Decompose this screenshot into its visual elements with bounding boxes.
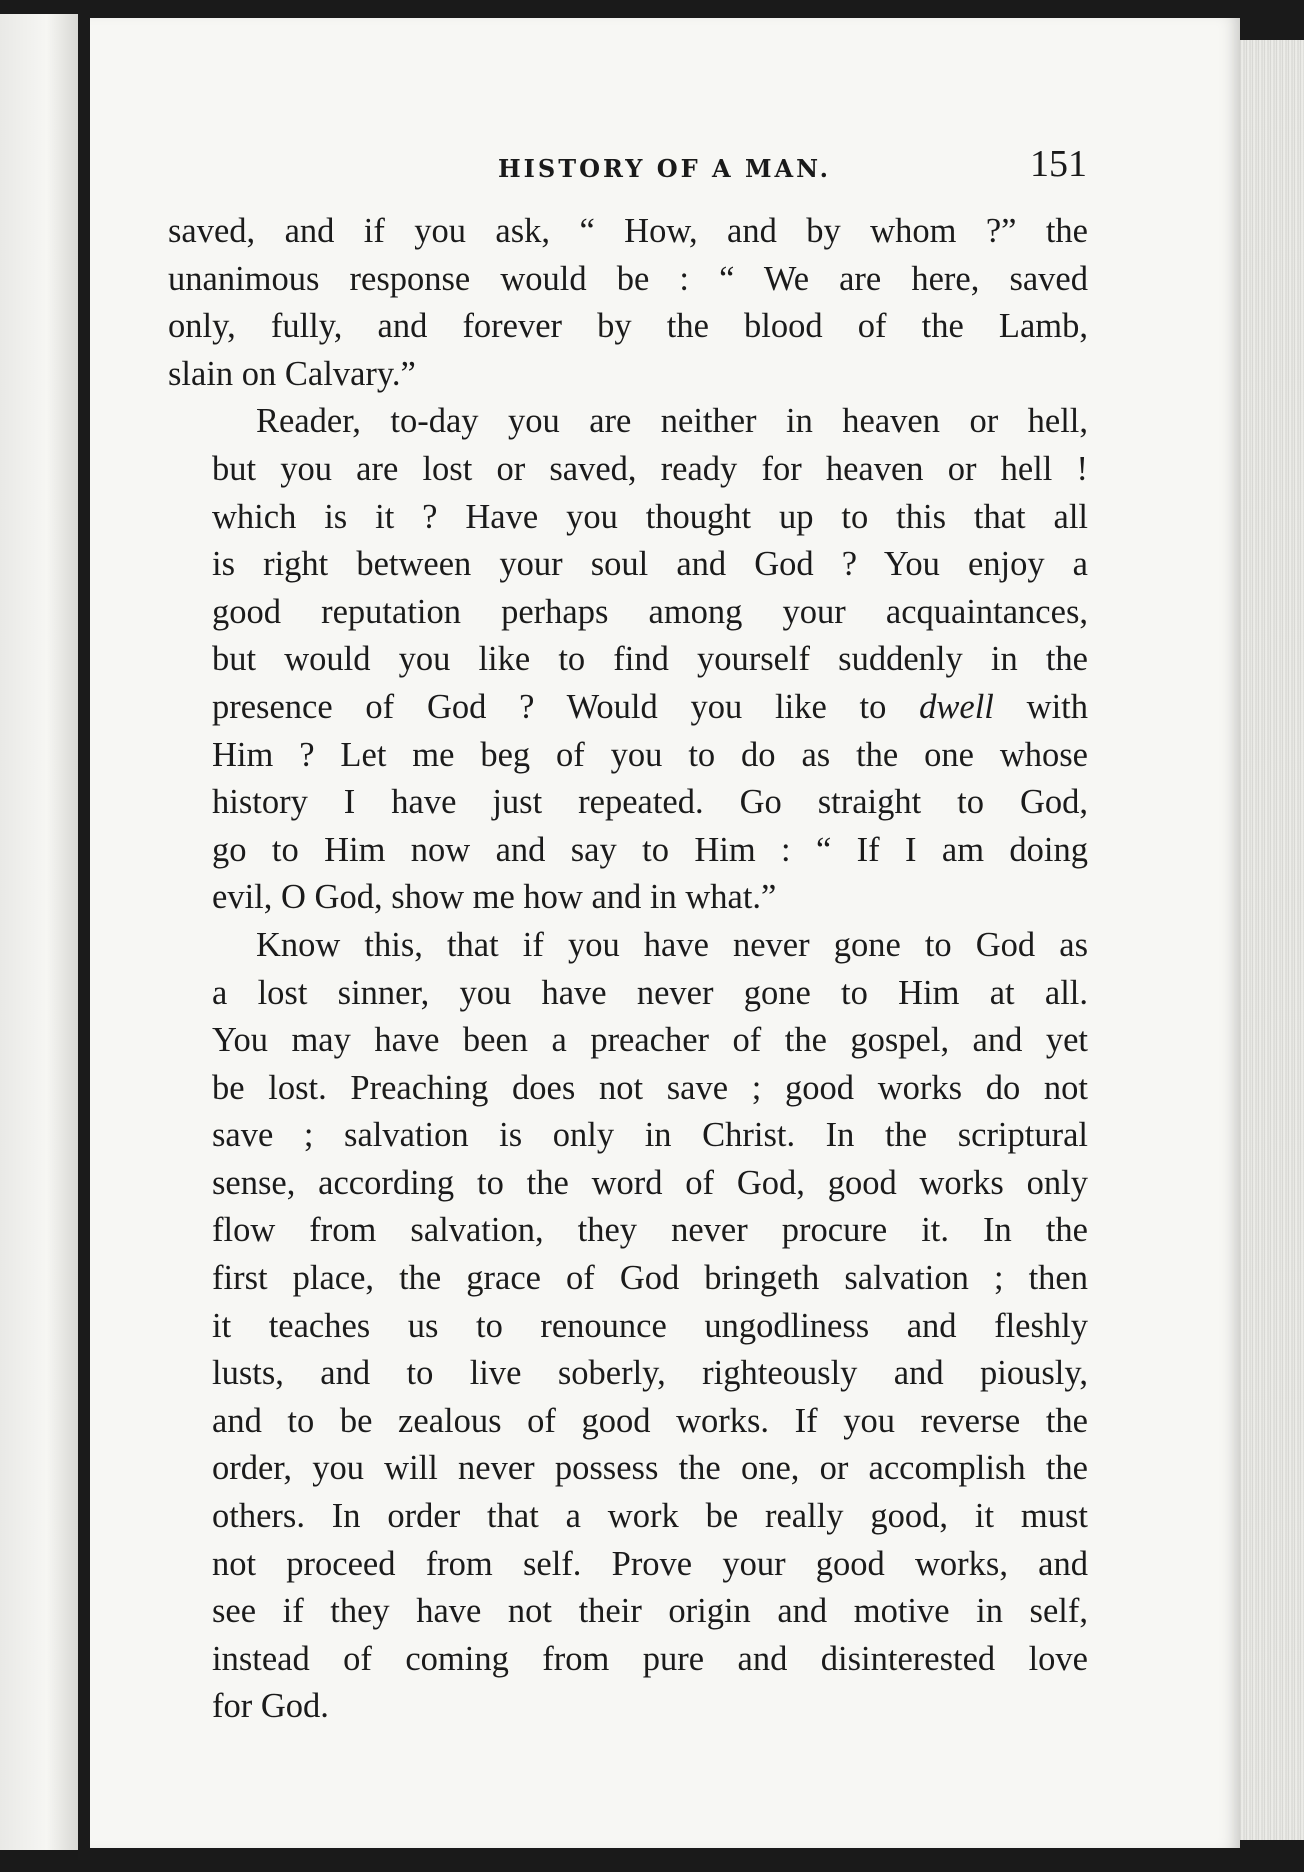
text-line: presence of God ? Would you like to dwell with — [212, 687, 1088, 726]
text-line: but would you like to find yourself suddenly in the — [212, 640, 1088, 679]
running-title: HISTORY OF A MAN. — [498, 154, 831, 183]
text-line: lusts, and to live soberly, righteously and piously, — [212, 1354, 1088, 1393]
text-line: You may have been a preacher of the gospel, and yet — [212, 1021, 1088, 1060]
text-line: slain on Calvary.” — [168, 354, 416, 393]
paragraph — [168, 922, 1088, 1731]
text-line: history I have just repeated. Go straight to God, — [212, 783, 1088, 822]
text-line: only, fully, and forever by the blood of the Lamb, — [168, 307, 1088, 346]
page-stack-edges — [1240, 40, 1304, 1840]
text-line: saved, and if you ask, “ How, and by whom ?” the — [168, 212, 1088, 250]
text-line: but you are lost or saved, ready for heaven or hell ! — [212, 449, 1088, 488]
text-line: it teaches us to renounce ungodliness and fleshly — [212, 1306, 1088, 1345]
italic-word: dwell — [919, 687, 994, 726]
text-line: evil, O God, show me how and in what.” — [212, 878, 777, 917]
text-line: and to be zealous of good works. If you reverse the — [212, 1401, 1088, 1440]
paragraph — [168, 398, 1088, 922]
text-line: save ; salvation is only in Christ. In the scriptural — [212, 1116, 1088, 1155]
book-gutter — [78, 10, 90, 1860]
body-text — [168, 208, 1088, 1731]
text-line: is right between your soul and God ? You enjoy a — [212, 545, 1088, 584]
text-line: sense, according to the word of God, good works only — [212, 1163, 1088, 1202]
text-line: a lost sinner, you have never gone to Him at all. — [212, 973, 1088, 1012]
text-line: first place, the grace of God bringeth salvation ; then — [212, 1259, 1088, 1298]
text-line: which is it ? Have you thought up to this that all — [212, 497, 1088, 536]
paragraph — [168, 208, 1088, 398]
text-line: see if they have not their origin and motive in self, — [212, 1592, 1088, 1631]
text-line: unanimous response would be : “ We are here, saved — [168, 259, 1088, 298]
text-line: order, you will never possess the one, or accomplish the — [212, 1449, 1088, 1488]
text-line: for God. — [212, 1687, 329, 1726]
text-line: not proceed from self. Prove your good works, and — [212, 1544, 1088, 1583]
text-line: instead of coming from pure and disinterested love — [212, 1639, 1088, 1678]
text-line: Reader, to-day you are neither in heaven or hell, — [256, 402, 1088, 441]
text-line: be lost. Preaching does not save ; good works do not — [212, 1068, 1088, 1107]
text-line: go to Him now and say to Him : “ If I am doing — [212, 830, 1088, 869]
facing-page-edge — [0, 14, 78, 1850]
text-line: good reputation perhaps among your acquaintances, — [212, 592, 1088, 631]
text-line: Know this, that if you have never gone to God as — [256, 925, 1088, 964]
page-number: 151 — [1030, 143, 1087, 185]
text-line: flow from salvation, they never procure it. In the — [212, 1211, 1088, 1250]
text-line: Him ? Let me beg of you to do as the one whose — [212, 735, 1088, 774]
text-line: others. In order that a work be really good, it must — [212, 1497, 1088, 1536]
